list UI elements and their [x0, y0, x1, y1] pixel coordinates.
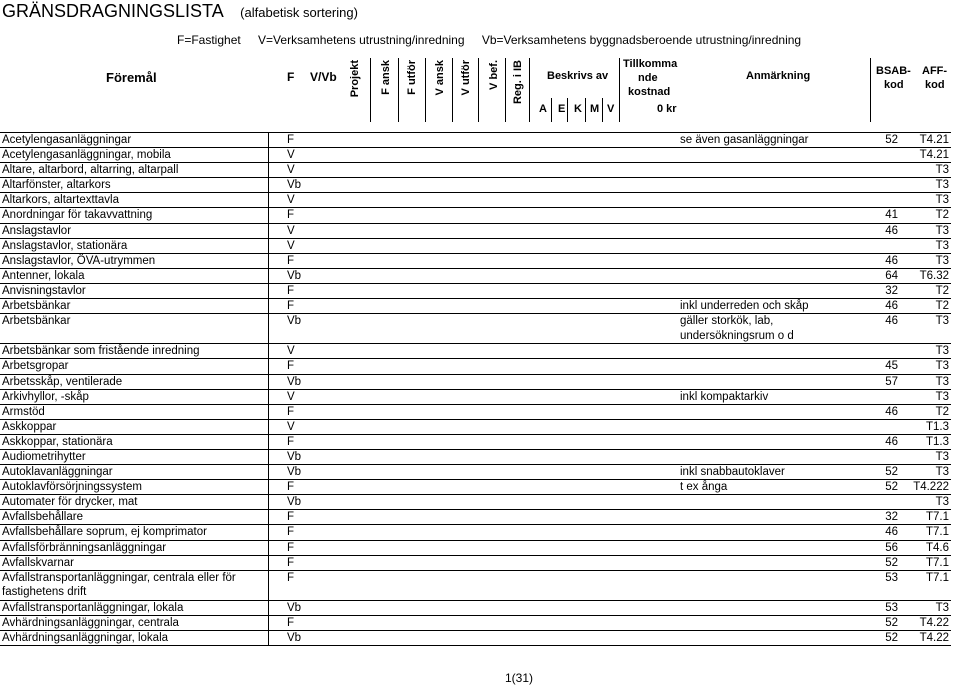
- item-type: F: [287, 134, 295, 146]
- legend-item: Vb=Verksamhetens byggnadsberoende utrustning/inredning: [481, 33, 802, 47]
- item-type: F: [287, 511, 295, 524]
- item-aff: T3: [935, 179, 949, 192]
- item-bsab: 57: [885, 375, 898, 388]
- item-type: F: [287, 556, 295, 569]
- table-row: [0, 556, 951, 571]
- item-name: Avfallsbehållare soprum, ej komprimator: [2, 526, 207, 539]
- table-row: [0, 193, 951, 208]
- item-aff: T3: [935, 466, 949, 479]
- item-note: inkl underreden och skåp: [680, 300, 809, 313]
- header-kostnad: kostnad: [628, 86, 671, 98]
- header-regib: Reg. i IB: [512, 60, 524, 105]
- header-a: A: [539, 103, 547, 115]
- item-name: Arbetsgropar: [2, 360, 69, 373]
- item-type: Vb: [287, 466, 302, 479]
- item-name: Avfallsbehållare: [2, 511, 83, 524]
- item-bsab: 53: [885, 571, 898, 584]
- table-row: [0, 133, 951, 148]
- header-fansk: F ansk: [380, 60, 392, 95]
- table-row: [0, 163, 951, 178]
- header-divider: [452, 58, 453, 122]
- header-futfor: F utför: [406, 60, 418, 95]
- item-aff: T3: [935, 375, 949, 388]
- item-name: Askkoppar, stationära: [2, 435, 113, 448]
- item-bsab: 46: [885, 300, 898, 313]
- header-divider: [425, 58, 426, 122]
- header-tillkomma: Tillkomma: [623, 58, 678, 70]
- item-type: F: [287, 360, 295, 373]
- item-name: Avhärdningsanläggningar, centrala: [2, 617, 179, 629]
- table-row: [0, 299, 951, 314]
- column-divider: [268, 631, 269, 645]
- header-e: E: [558, 103, 566, 115]
- item-aff: T1.3: [925, 435, 949, 448]
- item-name: Avfallstransportanläggningar, lokala: [2, 601, 184, 614]
- header-divider: [551, 98, 552, 122]
- column-divider: [268, 239, 269, 253]
- item-type: V: [287, 239, 295, 252]
- item-aff: T4.21: [919, 149, 949, 162]
- item-aff: T6.32: [919, 269, 949, 282]
- table-row: [0, 178, 951, 193]
- table-row: [0, 359, 951, 374]
- item-type: V: [287, 164, 295, 177]
- subtitle-text: (alfabetisk sortering): [240, 5, 358, 20]
- table-row: [0, 314, 951, 344]
- item-name: Askkoppar: [2, 420, 57, 433]
- item-type: F: [287, 541, 295, 554]
- item-bsab: 41: [885, 209, 898, 222]
- title-text: GRÄNSDRAGNINGSLISTA: [2, 1, 224, 21]
- item-aff: T4.22: [919, 632, 949, 645]
- item-name: Anslagstavlor: [2, 224, 72, 237]
- item-aff: T7.1: [925, 571, 949, 584]
- header-vbef: V bef.: [488, 60, 500, 90]
- table-row: [0, 495, 951, 510]
- item-type: F: [287, 617, 295, 629]
- item-aff: T3: [935, 345, 949, 358]
- item-name: Arkivhyllor, -skåp: [2, 390, 89, 403]
- table-row: [0, 571, 951, 601]
- header-beskrivs: Beskrivs av: [547, 70, 609, 82]
- item-type: F: [287, 526, 295, 539]
- item-type: F: [287, 435, 295, 448]
- header-m: M: [590, 103, 600, 115]
- table-row: [0, 390, 951, 405]
- column-divider: [268, 284, 269, 298]
- column-divider: [268, 133, 269, 147]
- item-type: F: [287, 209, 295, 222]
- column-divider: [268, 556, 269, 570]
- item-bsab: 64: [885, 269, 898, 282]
- item-aff: T2: [935, 405, 949, 418]
- header-f: F: [287, 70, 295, 84]
- item-name: Arbetsskåp, ventilerade: [2, 375, 123, 388]
- item-aff: T3: [935, 390, 949, 403]
- table-row: [0, 208, 951, 223]
- item-aff: T3: [935, 239, 949, 252]
- item-bsab: 46: [885, 526, 898, 539]
- column-divider: [268, 465, 269, 479]
- page-title: [2, 1, 358, 22]
- item-name: Autoklavförsörjningssystem: [2, 481, 142, 494]
- item-name: Anvisningstavlor: [2, 284, 86, 297]
- item-bsab: 53: [885, 601, 898, 614]
- item-bsab: 32: [885, 284, 898, 297]
- item-type: Vb: [287, 632, 302, 645]
- item-bsab: 52: [885, 134, 898, 146]
- item-type: V: [287, 420, 295, 433]
- header-foremal: Föremål: [106, 70, 157, 85]
- item-bsab: 52: [885, 617, 898, 629]
- item-type: V: [287, 194, 295, 207]
- item-type: V: [287, 149, 295, 162]
- item-aff: T7.1: [925, 556, 949, 569]
- item-type: Vb: [287, 601, 302, 614]
- header-divider: [398, 58, 399, 122]
- item-aff: T7.1: [925, 526, 949, 539]
- legend-item: F=Fastighet: [177, 33, 241, 47]
- item-aff: T3: [935, 254, 949, 267]
- table-row: [0, 465, 951, 480]
- item-type: F: [287, 254, 295, 267]
- column-divider: [268, 571, 269, 600]
- header-nde: nde: [638, 72, 658, 84]
- legend-item: V=Verksamhetens utrustning/inredning: [258, 33, 465, 47]
- item-bsab: 52: [885, 632, 898, 645]
- item-aff: T7.1: [925, 511, 949, 524]
- item-note: inkl snabbautoklaver: [680, 466, 785, 479]
- table-row: [0, 224, 951, 239]
- table-row: [0, 405, 951, 420]
- column-divider: [268, 390, 269, 404]
- column-divider: [268, 420, 269, 434]
- item-name: Anslagstavlor, ÖVA-utrymmen: [2, 254, 156, 267]
- item-name: Avfallstransportanläggningar, centrala eller för fastighetens drift: [2, 571, 236, 599]
- column-divider: [268, 435, 269, 449]
- item-bsab: 52: [885, 556, 898, 569]
- header-vutfor: V utför: [460, 60, 472, 96]
- item-name: Automater för drycker, mat: [2, 496, 138, 509]
- item-aff: T4.222: [913, 481, 949, 494]
- item-aff: T4.21: [919, 134, 949, 146]
- table-row: [0, 435, 951, 450]
- item-name: Armstöd: [2, 405, 45, 418]
- item-name: Arbetsbänkar: [2, 300, 71, 313]
- table-row: [0, 510, 951, 525]
- item-name: Acetylengasanläggningar: [2, 134, 132, 146]
- header-v: V: [607, 103, 615, 115]
- header-zero: 0 kr: [657, 103, 677, 115]
- header-vansk: V ansk: [434, 60, 446, 96]
- item-bsab: 32: [885, 511, 898, 524]
- item-bsab: 52: [885, 481, 898, 494]
- item-note: se även gasanläggningar: [680, 134, 809, 146]
- item-type: Vb: [287, 315, 302, 328]
- item-name: Audiometrihytter: [2, 450, 86, 463]
- item-name: Avhärdningsanläggningar, lokala: [2, 632, 169, 645]
- column-divider: [268, 480, 269, 494]
- table-body: [0, 133, 951, 646]
- item-type: Vb: [287, 179, 302, 192]
- item-type: Vb: [287, 496, 302, 509]
- column-divider: [268, 541, 269, 555]
- column-divider: [268, 344, 269, 358]
- table-row: [0, 480, 951, 495]
- column-divider: [268, 359, 269, 373]
- item-type: V: [287, 345, 295, 358]
- header-aff: AFF-: [922, 65, 948, 77]
- column-divider: [268, 224, 269, 238]
- item-bsab: 52: [885, 466, 898, 479]
- table-row: [0, 631, 951, 646]
- item-type: V: [287, 390, 295, 403]
- header-k: K: [574, 103, 582, 115]
- column-divider: [268, 208, 269, 222]
- column-divider: [268, 269, 269, 283]
- item-type: F: [287, 481, 295, 494]
- item-bsab: 45: [885, 360, 898, 373]
- header-anmarkning: Anmärkning: [746, 70, 811, 82]
- column-divider: [268, 193, 269, 207]
- item-name: Altarkors, altartexttavla: [2, 194, 119, 207]
- item-aff: T1.3: [925, 420, 949, 433]
- table-row: [0, 344, 951, 359]
- table-row: [0, 616, 951, 631]
- column-divider: [268, 510, 269, 524]
- item-bsab: 56: [885, 541, 898, 554]
- header-divider: [478, 58, 479, 122]
- item-note: inkl kompaktarkiv: [680, 390, 769, 403]
- item-type: Vb: [287, 450, 302, 463]
- item-bsab: 46: [885, 254, 898, 267]
- item-aff: T4.22: [919, 617, 949, 629]
- item-aff: T3: [935, 360, 949, 373]
- column-divider: [268, 405, 269, 419]
- item-aff: T3: [935, 224, 949, 237]
- item-name: Anslagstavlor, stationära: [2, 239, 128, 252]
- column-divider: [268, 163, 269, 177]
- item-aff: T4.6: [925, 541, 949, 554]
- item-aff: T3: [935, 450, 949, 463]
- header-aff-kod: kod: [925, 79, 945, 91]
- header-projekt: Projekt: [349, 60, 361, 98]
- item-aff: T2: [935, 209, 949, 222]
- item-aff: T3: [935, 496, 949, 509]
- table-row: [0, 269, 951, 284]
- column-divider: [268, 254, 269, 268]
- item-type: F: [287, 300, 295, 313]
- column-divider: [268, 601, 269, 615]
- item-name: Avfallsförbränningsanläggningar: [2, 541, 167, 554]
- item-name: Arbetsbänkar som fristående inredning: [2, 345, 200, 358]
- item-note: gäller storkök, lab, undersökningsrum o d: [680, 315, 794, 342]
- item-aff: T3: [935, 315, 949, 328]
- column-divider: [268, 148, 269, 162]
- item-type: V: [287, 224, 295, 237]
- column-divider: [268, 375, 269, 389]
- item-aff: T2: [935, 284, 949, 297]
- item-type: F: [287, 284, 295, 297]
- header-divider: [619, 58, 620, 122]
- table-row: [0, 601, 951, 616]
- table-row: [0, 525, 951, 540]
- item-aff: T2: [935, 300, 949, 313]
- item-aff: T3: [935, 194, 949, 207]
- header-divider: [602, 98, 603, 122]
- table-row: [0, 254, 951, 269]
- header-divider: [529, 58, 530, 122]
- header-divider: [870, 58, 871, 122]
- column-divider: [268, 299, 269, 313]
- header-vvb: V/Vb: [310, 70, 337, 84]
- item-type: Vb: [287, 375, 302, 388]
- item-name: Arbetsbänkar: [2, 315, 71, 328]
- item-name: Altarfönster, altarkors: [2, 179, 111, 192]
- table-row: [0, 450, 951, 465]
- item-type: Vb: [287, 269, 302, 282]
- item-aff: T3: [935, 164, 949, 177]
- column-divider: [268, 616, 269, 630]
- item-bsab: 46: [885, 405, 898, 418]
- legend: [177, 33, 815, 47]
- item-name: Acetylengasanläggningar, mobila: [2, 149, 171, 162]
- page-number: 1(31): [505, 671, 534, 685]
- header-divider: [370, 58, 371, 122]
- item-type: F: [287, 571, 295, 584]
- header-bsab-kod: kod: [884, 79, 904, 91]
- item-name: Autoklavanläggningar: [2, 466, 113, 479]
- column-divider: [268, 314, 269, 343]
- column-divider: [268, 525, 269, 539]
- header-divider: [567, 98, 568, 122]
- header-divider: [585, 98, 586, 122]
- item-type: F: [287, 405, 295, 418]
- item-bsab: 46: [885, 315, 898, 328]
- header-bsab: BSAB-: [876, 65, 911, 77]
- item-name: Antenner, lokala: [2, 269, 85, 282]
- table-row: [0, 284, 951, 299]
- item-name: Altare, altarbord, altarring, altarpall: [2, 164, 179, 177]
- header-divider: [505, 58, 506, 122]
- table-row: [0, 148, 951, 163]
- table-row: [0, 420, 951, 435]
- item-bsab: 46: [885, 224, 898, 237]
- column-divider: [268, 178, 269, 192]
- column-divider: [268, 450, 269, 464]
- column-divider: [268, 495, 269, 509]
- table-row: [0, 239, 951, 254]
- item-note: t ex ånga: [680, 481, 728, 494]
- table-row: [0, 375, 951, 390]
- item-aff: T3: [935, 601, 949, 614]
- item-name: Anordningar för takavvattning: [2, 209, 153, 222]
- item-bsab: 46: [885, 435, 898, 448]
- table-row: [0, 541, 951, 556]
- item-name: Avfallskvarnar: [2, 556, 75, 569]
